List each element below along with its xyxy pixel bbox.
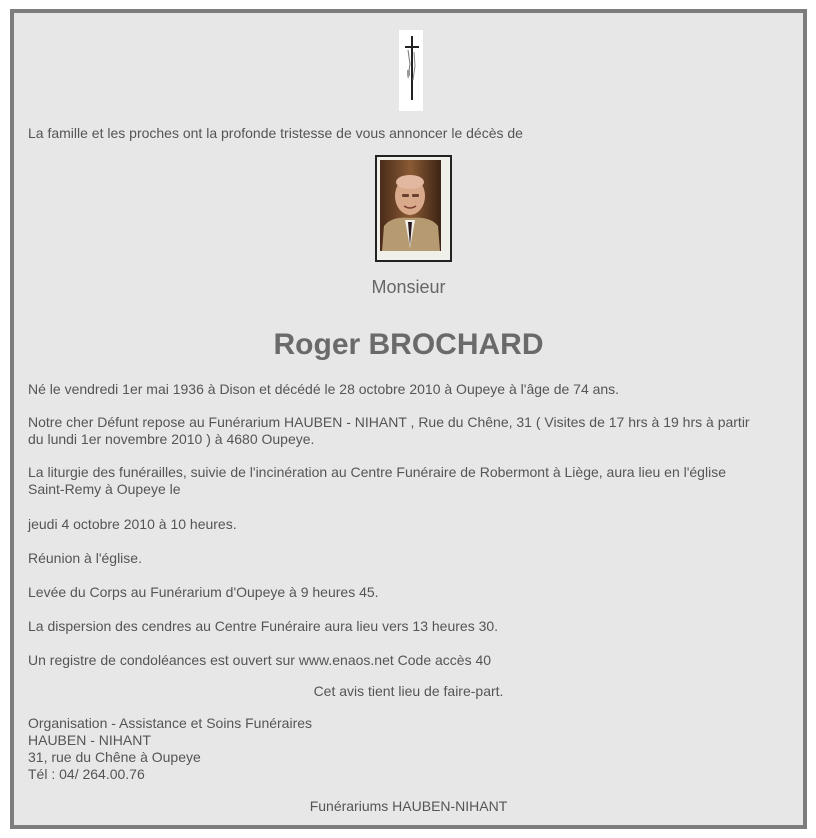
cross-icon	[399, 30, 423, 111]
organisation-line: HAUBEN - NIHANT	[28, 732, 151, 748]
organisation-block	[28, 715, 788, 783]
ceremony-date: jeudi 4 octobre 2010 à 10 heures.	[28, 516, 237, 532]
body-removal-text: Levée du Corps au Funérarium d'Oupeye à 9 heures 45.	[28, 584, 379, 600]
repose-text	[28, 414, 788, 448]
notice-text: Cet avis tient lieu de faire-part.	[313, 683, 504, 699]
portrait-photo	[375, 155, 452, 262]
deceased-name: Roger BROCHARD	[273, 328, 544, 361]
cross-image	[399, 30, 423, 111]
ashes-text: La dispersion des cendres au Centre Funéraire aura lieu vers 13 heures 30.	[28, 618, 499, 634]
liturgy-text	[28, 464, 788, 498]
organisation-phone: Tél : 04/ 264.00.76	[28, 766, 145, 782]
obituary-card	[10, 9, 807, 829]
repose-line: Notre cher Défunt repose au Funérarium HAUBEN - NIHANT , Rue du Chêne, 31 ( Visites de 17 hrs à 19 hrs à partir	[28, 414, 750, 430]
liturgy-line: La liturgie des funérailles, suivie de l'incinération au Centre Funéraire de Robermont à Liège, aura lieu en l'église	[28, 464, 726, 480]
birth-death-text: Né le vendredi 1er mai 1936 à Dison et décédé le 28 octobre 2010 à Oupeye à l'âge de 74 ans.	[28, 381, 620, 397]
intro-text: La famille et les proches ont la profonde tristesse de vous annoncer le décès de	[28, 125, 523, 141]
liturgy-line: Saint-Remy à Oupeye le	[28, 481, 181, 497]
repose-line: du lundi 1er novembre 2010 ) à 4680 Oupeye.	[28, 431, 315, 447]
meeting-text: Réunion à l'église.	[28, 550, 142, 566]
register-text: Un registre de condoléances est ouvert sur www.enaos.net Code accès 40	[28, 652, 492, 668]
footer-text: Funérariums HAUBEN-NIHANT	[309, 798, 508, 814]
honorific: Monsieur	[371, 277, 446, 297]
organisation-line: Organisation - Assistance et Soins Funéraires	[28, 715, 313, 731]
organisation-line: 31, rue du Chêne à Oupeye	[28, 749, 201, 765]
